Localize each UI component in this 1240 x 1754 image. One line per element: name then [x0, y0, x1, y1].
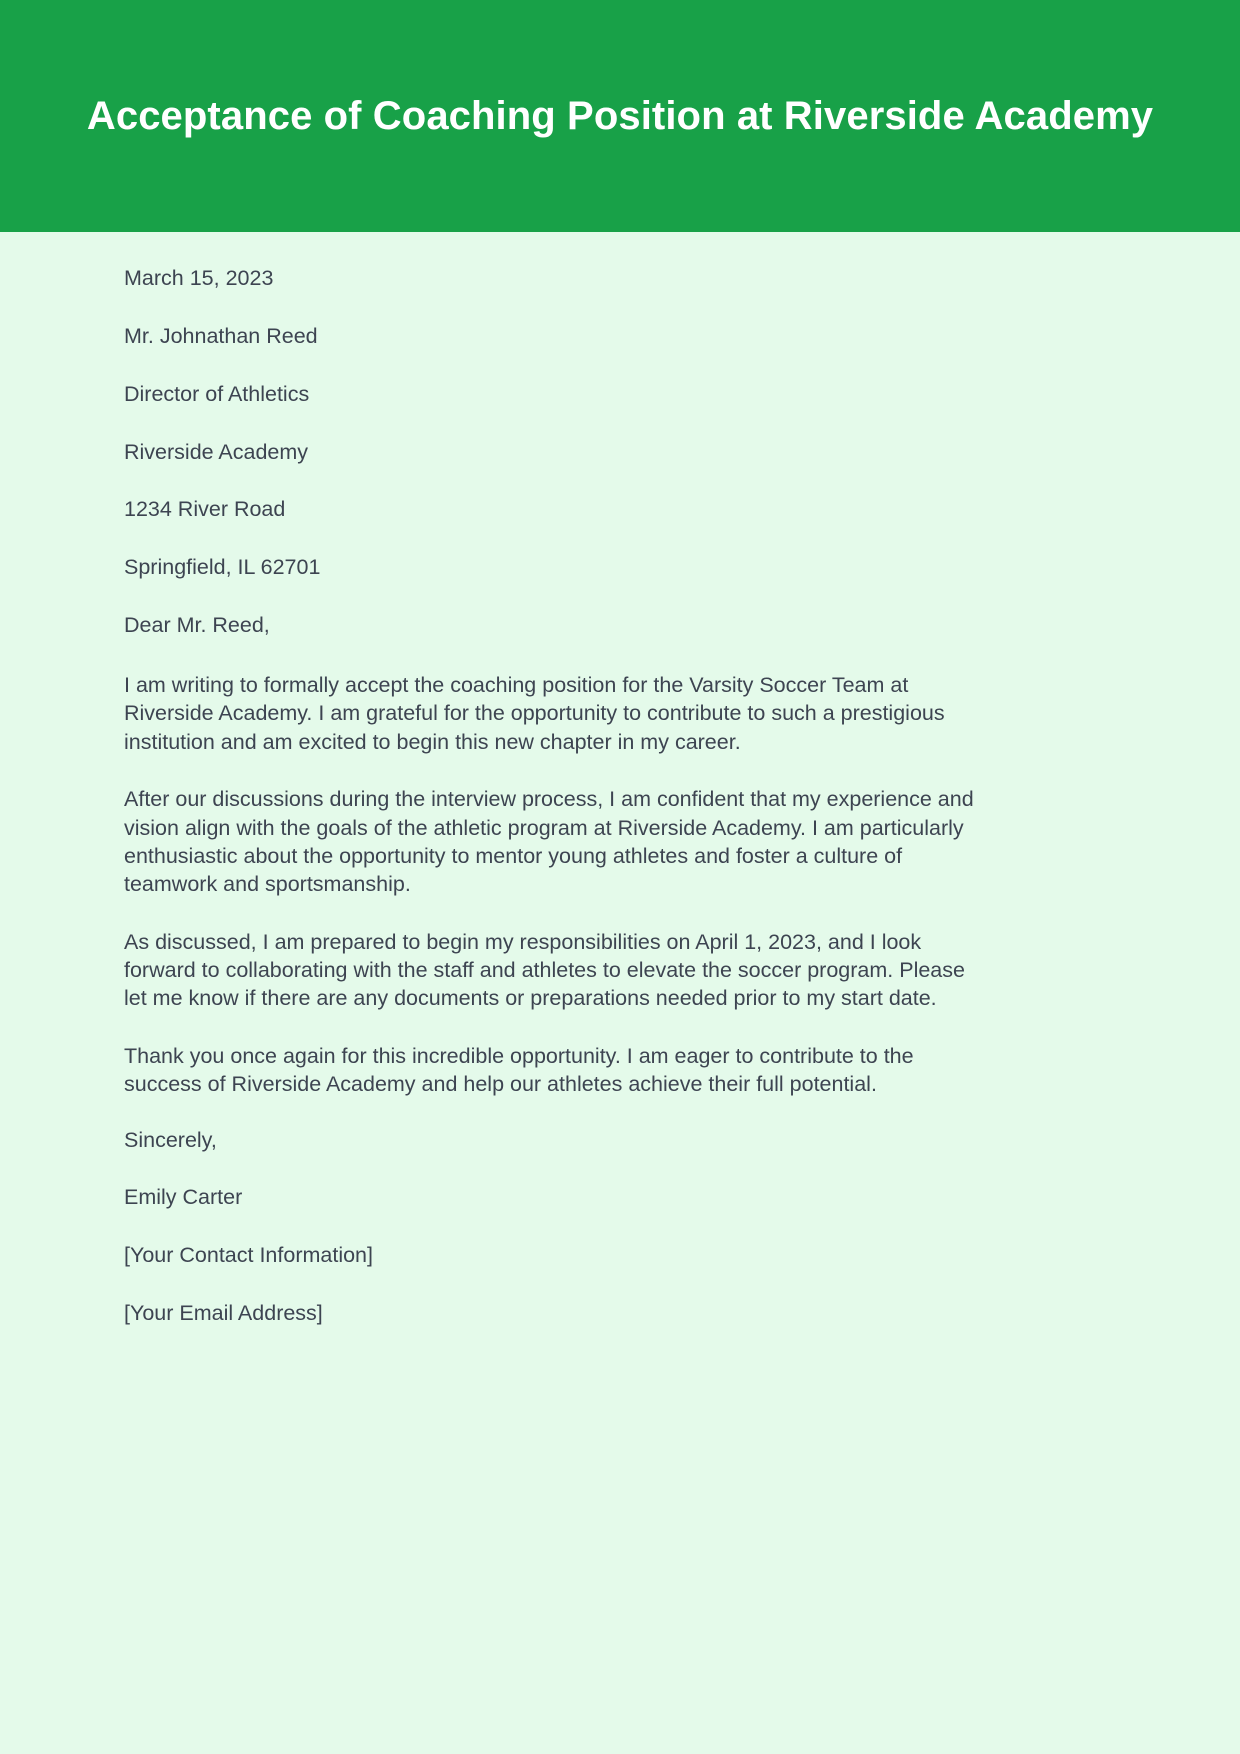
letter-body: [0, 232, 1240, 1326]
letter-date: March 15, 2023: [124, 266, 274, 290]
closing-salutation: Sincerely,: [124, 1127, 217, 1152]
letter-paragraph-1: I am writing to formally accept the coaching position for the Varsity Soccer Team at Riverside Academy. I am grateful for the opportunity to contribute to such a prestigious institution and am excited to begin this new chapter in my career.: [124, 673, 945, 754]
recipient-street: 1234 River Road: [124, 497, 286, 522]
sender-name: Emily Carter: [124, 1185, 243, 1210]
letter-paragraph-2: After our discussions during the interview process, I am confident that my experience and vision align with the goals of the athletic program at Riverside Academy. I am particularly enthusiastic about the opportunity to mentor young athletes and foster a culture of teamwork and sportsmanship.: [124, 787, 974, 897]
page-title: Acceptance of Coaching Position at Riverside Academy: [86, 94, 1154, 138]
contact-information-placeholder: [Your Contact Information]: [124, 1243, 373, 1268]
recipient-title: Director of Athletics: [124, 381, 310, 406]
email-address-placeholder: [Your Email Address]: [124, 1301, 323, 1326]
letter-paragraph-3: As discussed, I am prepared to begin my responsibilities on April 1, 2023, and I look forward to collaborating with the staff and athletes to elevate the soccer program. Please let me know if there are any documents or preparations needed prior to my start date.: [124, 929, 965, 1011]
recipient-organization: Riverside Academy: [124, 439, 309, 464]
recipient-name: Mr. Johnathan Reed: [124, 323, 318, 348]
recipient-city-state-zip: Springfield, IL 62701: [124, 555, 321, 580]
document-header-band: [0, 0, 1240, 232]
letter-paragraph-4: Thank you once again for this incredible opportunity. I am eager to contribute to the success of Riverside Academy and help our athletes achieve their full potential.: [124, 1043, 914, 1097]
salutation: Dear Mr. Reed,: [124, 613, 270, 638]
